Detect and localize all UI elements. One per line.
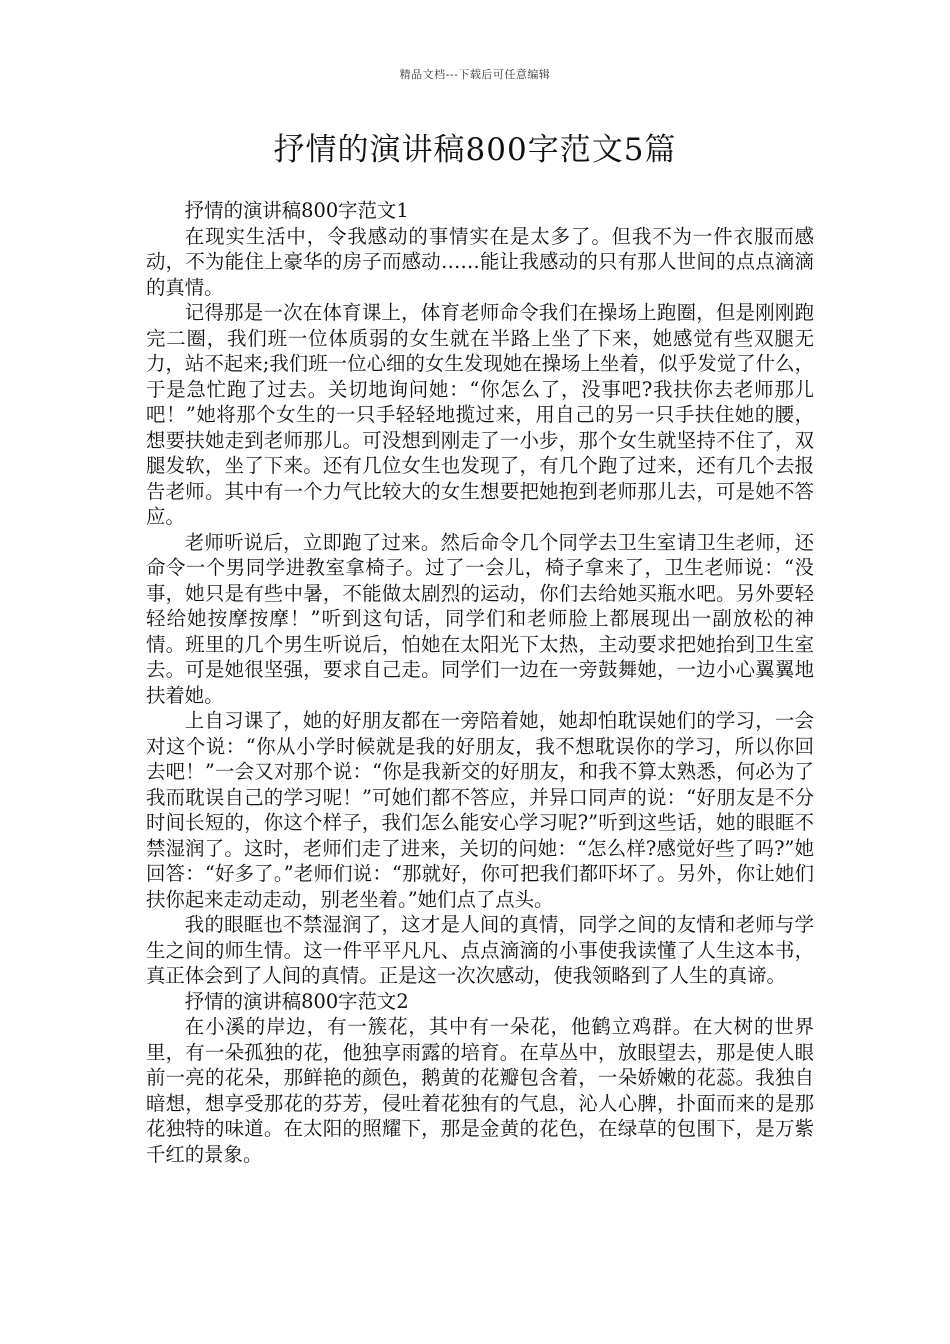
paragraph: 记得那是一次在体育课上，体育老师命令我们在操场上跑圈，但是刚刚跑完二圈，我们班一位体质弱的女生就在半路上坐了下来，她感觉有些双腿无力，站不起来;我们班一位心细的女生发现她在操场上坐着，似乎发觉了什么，于是急忙跑了过去。关切地询问她：“你怎么了，没事吧?我扶你去老师那儿吧！”她将那个女生的一只手轻轻地揽过来，用自己的另一只手扶住她的腰，想要扶她走到老师那儿。可没想到刚走了一小步，那个女生就坚持不住了，双腿发软，坐了下来。还有几位女生也发现了，有几个跑了过来，还有几个去报告老师。其中有一个力气比较大的女生想要把她抱到老师那儿去，可是她不答应。 bbox=[146, 301, 814, 528]
paragraph: 在现实生活中，令我感动的事情实在是太多了。但我不为一件衣服而感动，不为能住上豪华的房子而感动……能让我感动的只有那人世间的点点滴滴的真情。 bbox=[146, 224, 814, 299]
section-heading-1: 抒情的演讲稿800字范文1 bbox=[184, 199, 409, 222]
paragraph: 老师听说后，立即跑了过来。然后命令几个同学去卫生室请卫生老师，还命令一个男同学进教室拿椅子。过了一会儿，椅子拿来了，卫生老师说：“没事，她只是有些中暑，不能做太剧烈的运动，你们去给她买瓶水吧。另外要轻轻给她按摩按摩！”听到这句话，同学们和老师脸上都展现出一副放松的神情。班里的几个男生听说后，怕她在太阳光下太热，主动要求把她抬到卫生室去。可是她很坚强，要求自己走。同学们一边在一旁鼓舞她，一边小心翼翼地扶着她。 bbox=[146, 530, 814, 707]
paragraph: 上自习课了，她的好朋友都在一旁陪着她，她却怕耽误她们的学习，一会对这个说：“你从小学时候就是我的好朋友，我不想耽误你的学习，所以你回去吧！”一会又对那个说：“你是我新交的好朋友，和我不算太熟悉，何必为了我而耽误自己的学习呢！”可她们都不答应，并异口同声的说：“好朋友是不分时间长短的，你这个样子，我们怎么能安心学习呢?”听到这些话，她的眼眶不禁湿润了。这时，老师们走了进来，关切的问她：“怎么样?感觉好些了吗?”她回答：“好多了。”老师们说：“那就好，你可把我们都吓坏了。另外，你让她们扶你起来走动走动，别老坐着。”她们点了点头。 bbox=[146, 709, 814, 911]
paragraph: 我的眼眶也不禁湿润了，这才是人间的真情，同学之间的友情和老师与学生之间的师生情。这一件平平凡凡、点点滴滴的小事使我读懂了人生这本书，真正体会到了人间的真情。正是这一次次感动，使我领略到了人生的真谛。 bbox=[146, 913, 814, 987]
document-body bbox=[146, 198, 814, 1167]
section-heading-2: 抒情的演讲稿800字范文2 bbox=[184, 989, 409, 1013]
header-note: 精品文档---下载后可任意编辑 bbox=[399, 68, 551, 81]
document-title: 抒情的演讲稿800字范文5篇 bbox=[273, 132, 677, 168]
paragraph: 在小溪的岸边，有一簇花，其中有一朵花，他鹤立鸡群。在大树的世界里，有一朵孤独的花，他独享雨露的培育。在草丛中，放眼望去，那是使人眼前一亮的花朵，那鲜艳的颜色，鹅黄的花瓣包含着，一朵娇嫩的花蕊。我独自暗想，想享受那花的芬芳，侵吐着花独有的气息，沁人心脾，扑面而来的是那花独特的味道。在太阳的照耀下，那是金黄的花色，在绿草的包围下，是万紫千红的景象。 bbox=[146, 1015, 814, 1166]
